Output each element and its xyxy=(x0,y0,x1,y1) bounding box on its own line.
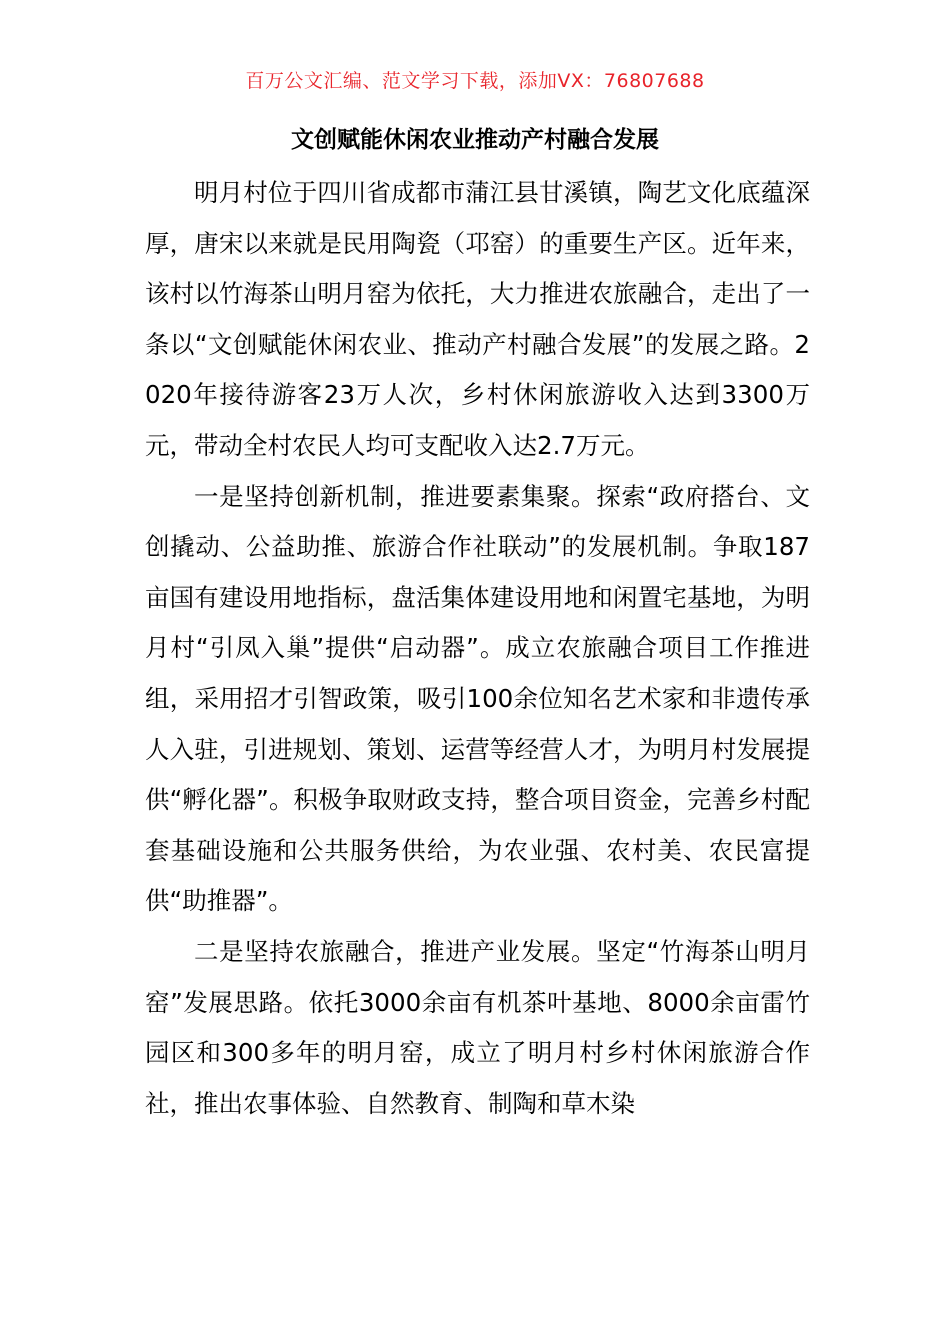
paragraph-agri-tourism: 二是坚持农旅融合，推进产业发展。坚定“竹海茶山明月窑”发展思路。依托3000余亩有机茶叶基地、8000余亩雷竹园区和300多年的明月窑，成立了明月村乡村休闲旅游合作社，推出农事体验、自然教育、制陶和草木染 xyxy=(145,936,810,1118)
header-banner: 百万公文汇编、范文学习下载，添加VX：76807688 xyxy=(245,70,705,92)
document-title: 文创赋能休闲农业推动产村融合发展 xyxy=(291,127,659,153)
paragraph-innovation-mechanism: 一是坚持创新机制，推进要素集聚。探索“政府搭台、文创撬动、公益助推、旅游合作社联动”的发展机制。争取187亩国有建设用地指标，盘活集体建设用地和闲置宅基地，为明月村“引凤入巢”提供“启动器”。成立农旅融合项目工作推进组，采用招才引智政策，吸引100余位知名艺术家和非遗传承人入驻，引进规划、策划、运营等经营人才，为明月村发展提供“孵化器”。积极争取财政支持，整合项目资金，完善乡村配套基础设施和公共服务供给，为农业强、农村美、农民富提供“助推器”。 xyxy=(145,481,810,916)
document-body xyxy=(145,168,810,1129)
paragraph-intro: 明月村位于四川省成都市蒲江县甘溪镇，陶艺文化底蕴深厚，唐宋以来就是民用陶瓷（邛窑）的重要生产区。近年来，该村以竹海茶山明月窑为依托，大力推进农旅融合，走出了一条以“文创赋能休闲农业、推动产村融合发展”的发展之路。2020年接待游客23万人次，乡村休闲旅游收入达到3300万元，带动全村农民人均可支配收入达2.7万元。 xyxy=(145,178,810,460)
